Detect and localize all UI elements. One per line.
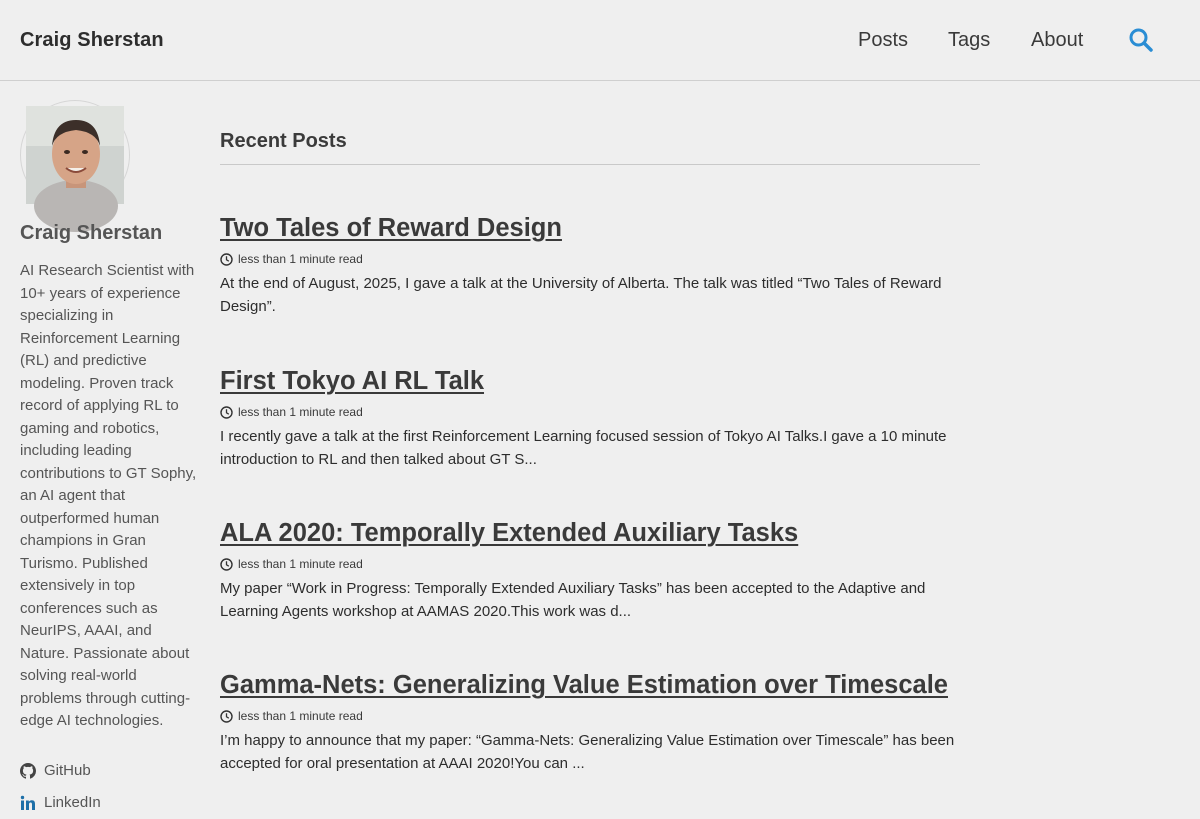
read-time: less than 1 minute read	[238, 557, 363, 571]
linkedin-link[interactable]	[20, 794, 101, 811]
post-item	[220, 365, 980, 471]
linkedin-label: LinkedIn	[44, 794, 101, 811]
social-item-linkedin	[20, 787, 200, 819]
avatar[interactable]	[20, 100, 130, 210]
clock-icon	[220, 558, 233, 571]
search-button[interactable]	[1128, 27, 1156, 55]
github-link[interactable]	[20, 762, 91, 779]
read-time: less than 1 minute read	[238, 405, 363, 419]
post-title-link[interactable]: ALA 2020: Temporally Extended Auxiliary Tasks	[220, 519, 799, 547]
section-title: Recent Posts	[220, 128, 980, 165]
clock-icon	[220, 406, 233, 419]
post-meta	[220, 251, 980, 267]
post-excerpt: My paper “Work in Progress: Temporally Extended Auxiliary Tasks” has been accepted to the Adaptive and Learning Agents workshop at AAMAS 2020.This work was d...	[220, 580, 926, 620]
read-time: less than 1 minute read	[238, 252, 363, 266]
nav-posts-link[interactable]: Posts	[858, 29, 909, 51]
post-title-link[interactable]: First Tokyo AI RL Talk	[220, 367, 485, 395]
author-sidebar	[20, 100, 200, 819]
social-item-github	[20, 755, 200, 787]
avatar-photo	[26, 106, 124, 204]
github-label: GitHub	[44, 762, 91, 779]
post-meta	[220, 404, 980, 420]
read-time: less than 1 minute read	[238, 709, 363, 723]
github-icon	[20, 763, 36, 779]
search-icon	[1128, 27, 1154, 53]
post-item	[220, 212, 980, 318]
post-meta	[220, 556, 980, 572]
nav-about-link[interactable]: About	[1031, 29, 1084, 51]
post-title-link[interactable]: Gamma-Nets: Generalizing Value Estimation over Timescale	[220, 671, 948, 699]
post-excerpt: At the end of August, 2025, I gave a talk at the University of Alberta. The talk was titled “Two Tales of Reward Design”.	[220, 275, 942, 315]
post-title-link[interactable]: Two Tales of Reward Design	[220, 214, 562, 242]
post-item	[220, 669, 980, 775]
nav-tags-link[interactable]: Tags	[948, 29, 991, 51]
clock-icon	[220, 253, 233, 266]
masthead	[0, 0, 1200, 81]
post-item	[220, 517, 980, 623]
author-name: Craig Sherstan	[20, 222, 163, 244]
social-links	[20, 755, 200, 819]
post-meta	[220, 708, 980, 724]
linkedin-icon	[20, 795, 36, 811]
post-excerpt: I recently gave a talk at the first Reinforcement Learning focused session of Tokyo AI Talks.I gave a 10 minute introduction to RL and then talked about GT S...	[220, 428, 947, 468]
site-title-link[interactable]: Craig Sherstan	[20, 29, 164, 51]
author-bio: AI Research Scientist with 10+ years of experience specializing in Reinforcement Learning (RL) and predictive modeling. Proven track record of applying RL to gaming and robotics, including leading contributions to GT Sophy, an AI agent that outperformed human champions in Gran Turismo. Published extensively in top conferences such as NeurIPS, AAAI, and Nature. Passionate about solving real-world problems through cutting-edge AI technologies.	[20, 262, 197, 729]
post-excerpt: I’m happy to announce that my paper: “Gamma-Nets: Generalizing Value Estimation over Timescale” has been accepted for oral presentation at AAAI 2020!You can ...	[220, 732, 955, 772]
clock-icon	[220, 710, 233, 723]
main-content	[220, 128, 980, 772]
